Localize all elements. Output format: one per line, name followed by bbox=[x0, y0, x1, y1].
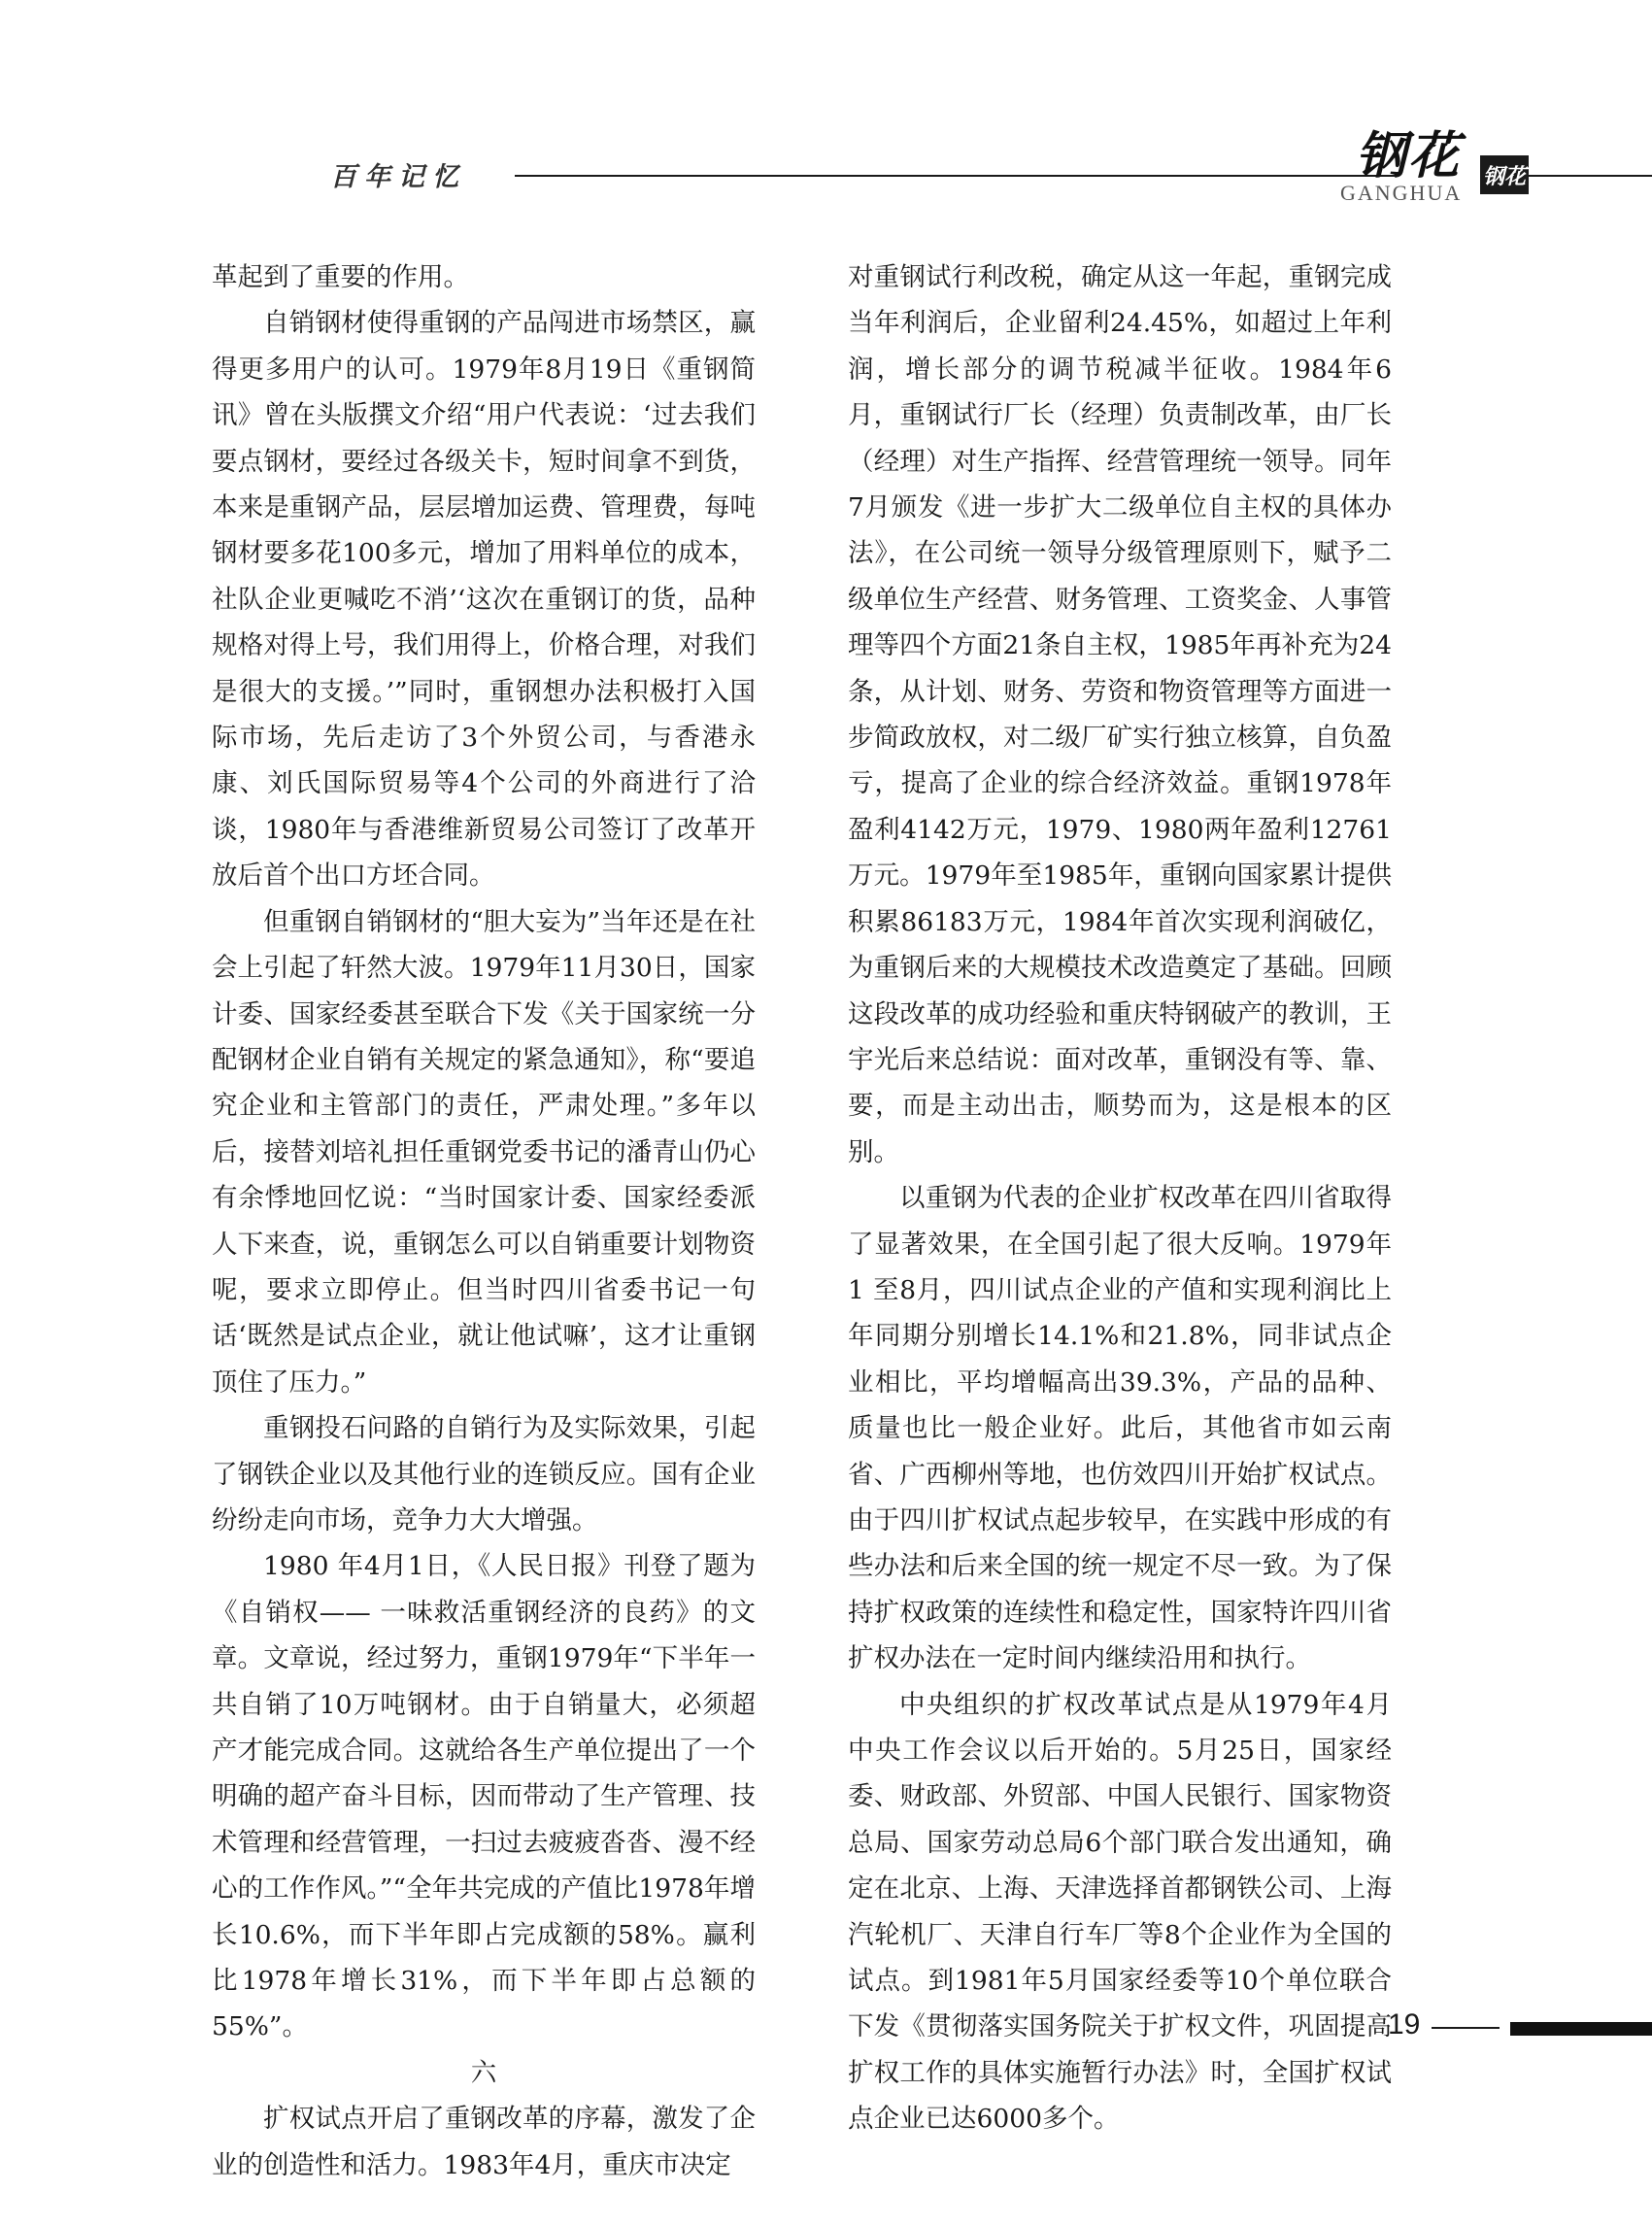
page-number: 19 bbox=[1388, 2008, 1421, 2040]
header-rule bbox=[515, 175, 1397, 177]
footer-bar bbox=[1510, 2022, 1652, 2036]
magazine-logo: 钢花 bbox=[1356, 126, 1462, 186]
paragraph: 对重钢试行利改税，确定从这一年起，重钢完成当年利润后，企业留利24.45%，如超过上年利润，增长部分的调节税减半征收。1984年6月，重钢试行厂长（经理）负责制改革，由厂长（经理）对生产指挥、经营管理统一领导。同年7月颁发《进一步扩大二级单位自主权的具体办法》，在公司统一领导分级管理原则下，赋予二级单位生产经营、财务管理、工资奖金、人事管理等四个方面21条自主权，1985年再补充为24条，从计划、财务、劳资和物资管理等方面进一步简政放权，对二级厂矿实行独立核算，自负盈亏，提高了企业的综合经济效益。重钢1978年盈利4142万元，1979、1980两年盈利12761万元。1979年至1985年，重钢向国家累计提供积累86183万元，1984年首次实现利润破亿，为重钢后来的大规模技术改造奠定了基础。回顾这段改革的成功经验和重庆特钢破产的教训，王宇光后来总结说：面对改革，重钢没有等、靠、要，而是主动出击，顺势而为，这是根本的区别。 bbox=[848, 262, 1392, 1167]
magazine-logo-subtitle: GANGHUA bbox=[1340, 181, 1463, 205]
paragraph: 自销钢材使得重钢的产品闯进市场禁区，赢得更多用户的认可。1979年8月19日《重钢简讯》曾在头版撰文介绍“用户代表说：‘过去我们要点钢材，要经过各级关卡，短时间拿不到货，本来是重钢产品，层层增加运费、管理费，每吨钢材要多花100多元，增加了用料单位的成本，社队企业更喊吃不消’‘这次在重钢订的货，品种规格对得上号，我们用得上，价格合理，对我们是很大的支援。’”同时，重钢想办法积极打入国际市场，先后走访了3个外贸公司，与香港永康、刘氏国际贸易等4个公司的外商进行了洽谈，1980年与香港维新贸易公司签订了改革开放后首个出口方坯合同。 bbox=[212, 308, 756, 892]
paragraph: 重钢投石问路的自销行为及实际效果，引起了钢铁企业以及其他行业的连锁反应。国有企业纷纷走向市场，竞争力大大增强。 bbox=[212, 1413, 756, 1535]
paragraph: 扩权试点开启了重钢改革的序幕，激发了企业的创造性和活力。1983年4月，重庆市决定 bbox=[212, 2104, 756, 2180]
footer-rule bbox=[1432, 2027, 1500, 2029]
magazine-logo-badge: 钢花 bbox=[1480, 155, 1529, 194]
left-column bbox=[212, 254, 756, 2188]
header-rule-right bbox=[1528, 175, 1652, 177]
paragraph: 中央组织的扩权改革试点是从1979年4月中央工作会议以后开始的。5月25日，国家经委、财政部、外贸部、中国人民银行、国家物资总局、国家劳动总局6个部门联合发出通知，确定在北京、上海、天津选择首都钢铁公司、上海汽轮机厂、天津自行车厂等8个企业作为全国的试点。到1981年5月国家经委等10个单位联合下发《贯彻落实国务院关于扩权文件，巩固提高扩权工作的具体实施暂行办法》时，全国扩权试点企业已达6000多个。 bbox=[848, 1689, 1392, 2135]
section-title: 百年记忆 bbox=[330, 162, 466, 192]
paragraph: 但重钢自销钢材的“胆大妄为”当年还是在社会上引起了轩然大波。1979年11月30日，国家计委、国家经委甚至联合下发《关于国家统一分配钢材企业自销有关规定的紧急通知》，称“要追究企业和主管部门的责任，严肃处理。”多年以后，接替刘培礼担任重钢党委书记的潘青山仍心有余悸地回忆说：“当时国家计委、国家经委派人下来查，说，重钢怎么可以自销重要计划物资呢，要求立即停止。但当时四川省委书记一句话‘既然是试点企业，就让他试嘛’，这才让重钢顶住了压力。” bbox=[212, 906, 756, 1398]
section-number: 六 bbox=[470, 2057, 497, 2088]
right-column bbox=[848, 254, 1392, 2142]
paragraph: 革起到了重要的作用。 bbox=[212, 262, 469, 292]
paragraph: 以重钢为代表的企业扩权改革在四川省取得了显著效果，在全国引起了很大反响。1979年1 至8月，四川试点企业的产值和实现利润比上年同期分别增长14.1%和21.8%，同非试点企业相比，平均增幅高出39.3%，产品的品种、质量也比一般企业好。此后，其他省市如云南省、广西柳州等地，也仿效四川开始扩权试点。由于四川扩权试点起步较早，在实践中形成的有些办法和后来全国的统一规定不尽一致。为了保持扩权政策的连续性和稳定性，国家特许四川省扩权办法在一定时间内继续沿用和执行。 bbox=[848, 1183, 1392, 1674]
paragraph: 1980 年4月1日，《人民日报》刊登了题为《自销权—— 一味救活重钢经济的良药》的文章。文章说，经过努力，重钢1979年“下半年一共自销了10万吨钢材。由于自销量大，必须超产才能完成合同。这就给各生产单位提出了一个明确的超产奋斗目标，因而带动了生产管理、技术管理和经营管理，一扫过去疲疲沓沓、漫不经心的工作作风。”“全年共完成的产值比1978年增长10.6%，而下半年即占完成额的58%。赢利比1978年增长31%，而下半年即占总额的55%”。 bbox=[212, 1551, 756, 2042]
